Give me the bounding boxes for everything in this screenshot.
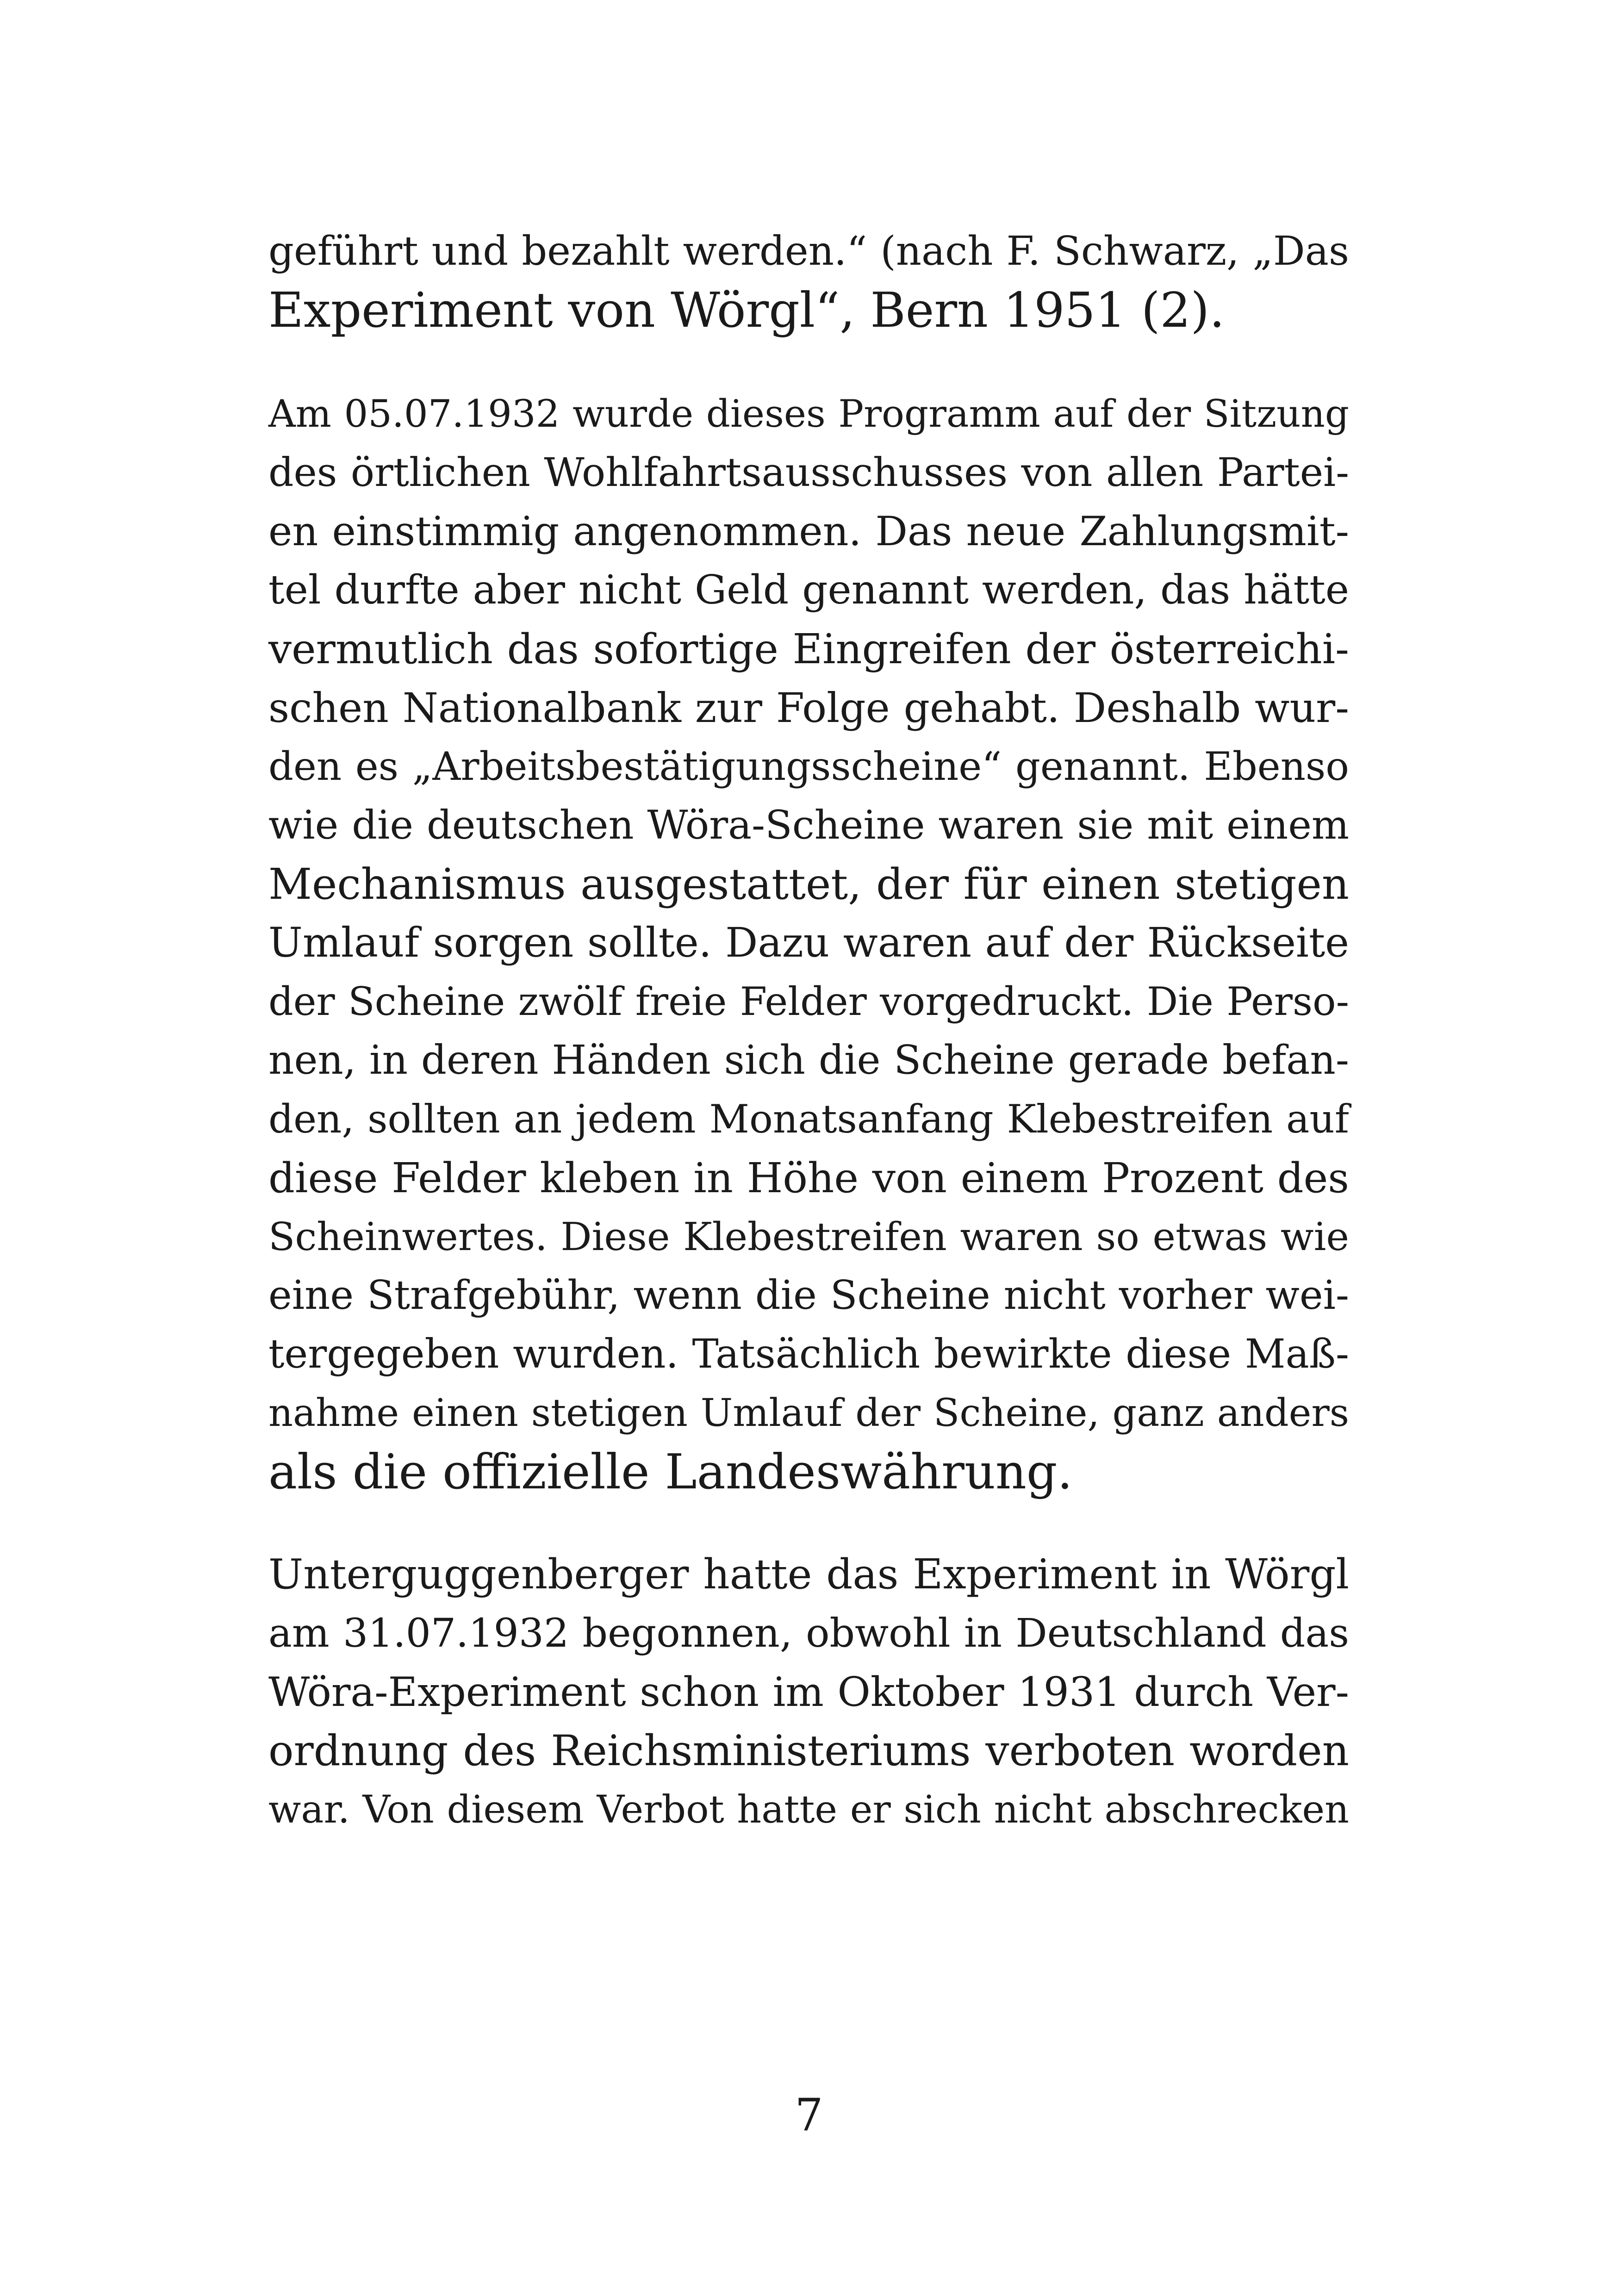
text-line: en einstimmig angenommen. Das neue Zahlungsmit- — [268, 508, 1349, 555]
text-line: schen Nationalbank zur Folge gehabt. Deshalb wur- — [268, 684, 1349, 732]
page-body — [268, 222, 1349, 1839]
text-line: geführt und bezahlt werden.“ (nach F. Schwarz, „Das — [268, 228, 1349, 274]
text-line: eine Strafgebühr, wenn die Scheine nicht vorher wei- — [268, 1272, 1349, 1319]
paragraph-2 — [268, 385, 1349, 1501]
text-line: des örtlichen Wohlfahrtsausschusses von allen Partei- — [268, 450, 1349, 496]
text-line: nahme einen stetigen Umlauf der Scheine, ganz anders — [268, 1391, 1349, 1435]
text-line: Am 05.07.1932 wurde dieses Programm auf der Sitzung — [268, 392, 1349, 436]
text-line: Unterguggenberger hatte das Experiment in Wörgl — [268, 1550, 1349, 1599]
text-line: den, sollten an jedem Monatsanfang Klebestreifen auf — [268, 1096, 1349, 1142]
text-line: als die offizielle Landeswährung. — [268, 1444, 1073, 1500]
text-line: war. Von diesem Verbot hatte er sich nicht abschrecken — [268, 1788, 1349, 1832]
text-line: am 31.07.1932 begonnen, obwohl in Deutschland das — [268, 1611, 1349, 1656]
text-line: diese Felder kleben in Höhe von einem Prozent des — [268, 1154, 1349, 1202]
text-line: tergegeben wurden. Tatsächlich bewirkte diese Maß- — [268, 1331, 1349, 1377]
text-line: Wöra-Experiment schon im Oktober 1931 durch Ver- — [268, 1668, 1349, 1716]
paragraph-3 — [268, 1545, 1349, 1839]
text-line: Scheinwertes. Diese Klebestreifen waren so etwas wie — [268, 1214, 1349, 1259]
page-number: 7 — [795, 2089, 823, 2141]
text-line: der Scheine zwölf freie Felder vorgedruckt. Die Perso- — [268, 979, 1349, 1024]
text-line: tel durfte aber nicht Geld genannt werden, das hätte — [268, 567, 1349, 613]
text-line: nen, in deren Händen sich die Scheine gerade befan- — [268, 1037, 1349, 1083]
text-line: vermutlich das sofortige Eingreifen der österreichi- — [268, 625, 1349, 673]
text-line: Umlauf sorgen sollte. Dazu waren auf der Rückseite — [268, 919, 1349, 966]
text-line: Mechanismus ausgestattet, der für einen stetigen — [268, 859, 1349, 909]
paragraph-1 — [268, 222, 1349, 340]
text-line: ordnung des Reichsministeriums verboten worden — [268, 1727, 1349, 1775]
text-line: Experiment von Wörgl“, Bern 1951 (2). — [268, 282, 1225, 338]
text-line: den es „Arbeitsbestätigungsscheine“ genannt. Ebenso — [268, 744, 1349, 789]
text-line: wie die deutschen Wöra-Scheine waren sie mit einem — [268, 803, 1349, 848]
